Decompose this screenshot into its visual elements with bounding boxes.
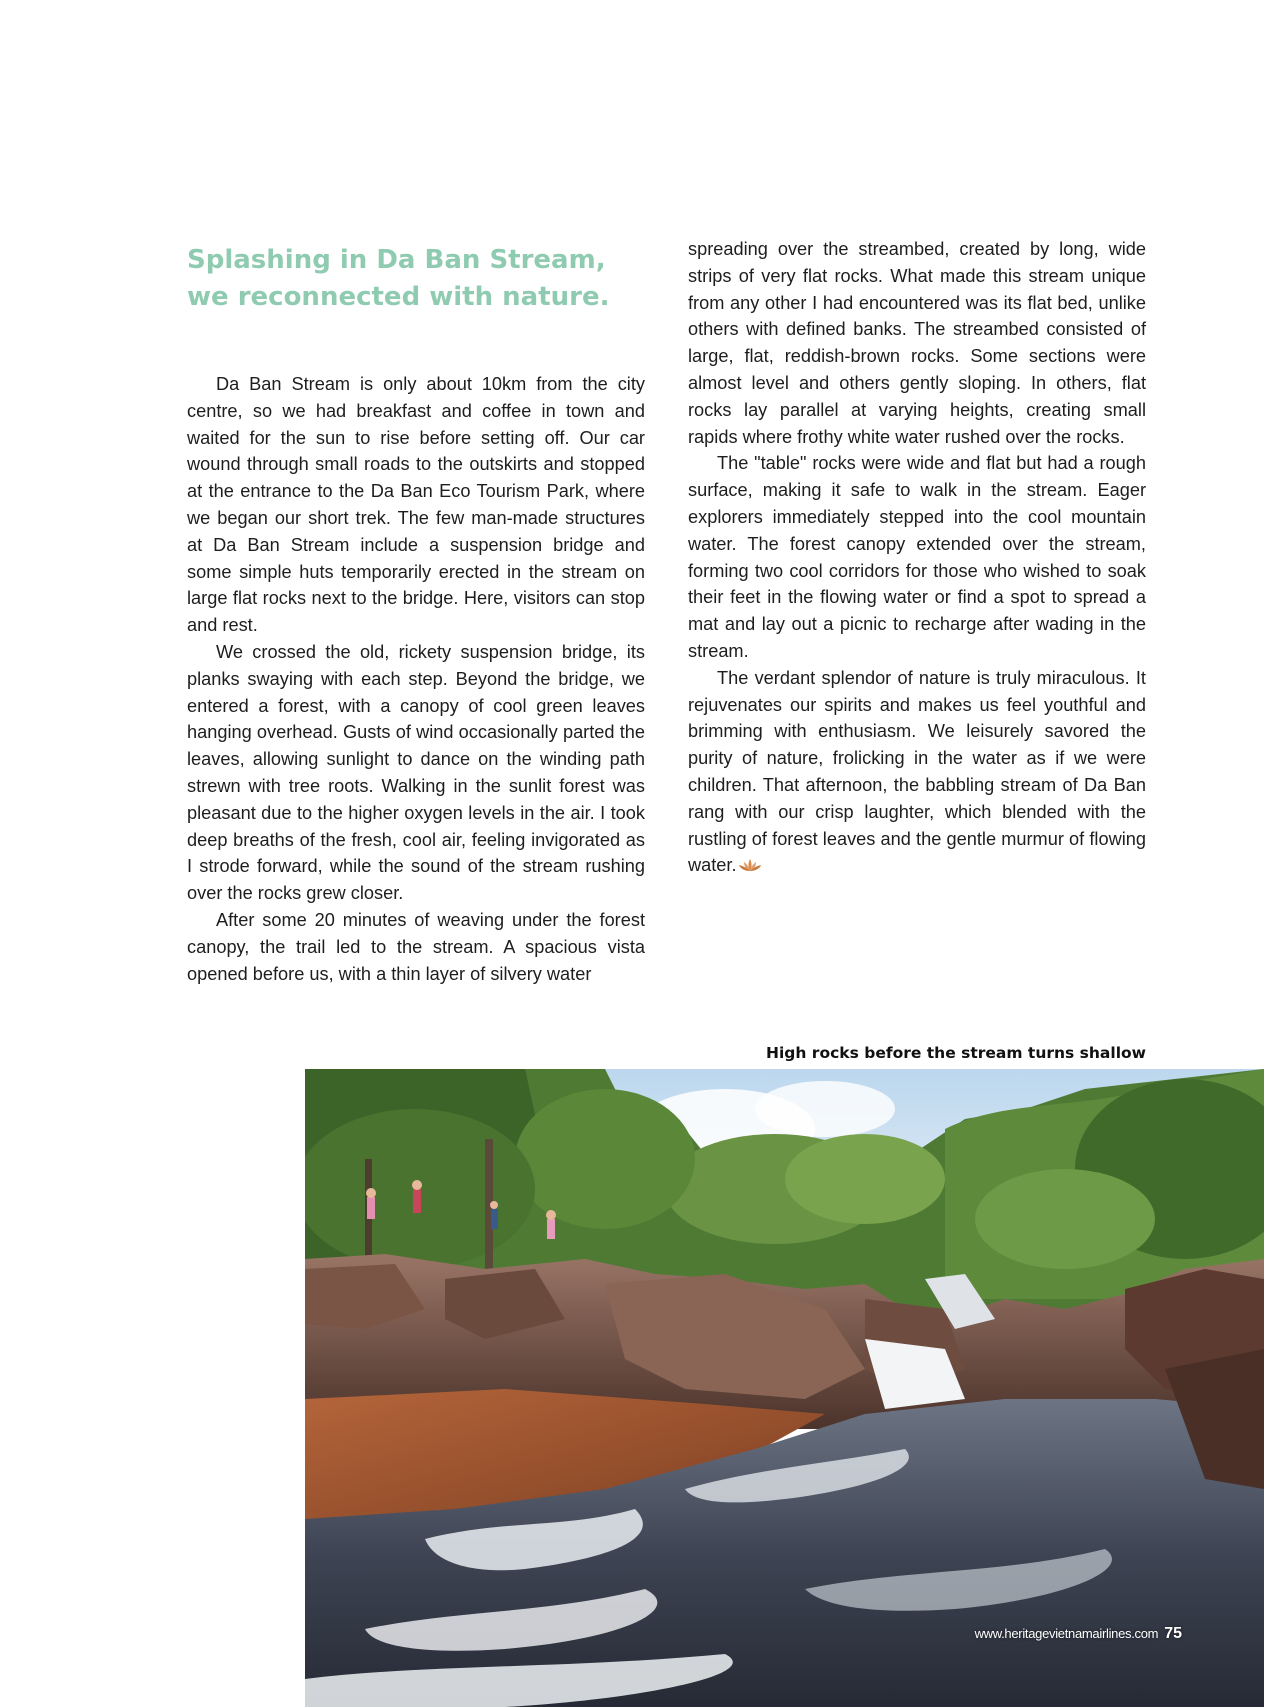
paragraph-final bbox=[688, 665, 1146, 879]
paragraph-final-text: The verdant splendor of nature is truly miraculous. It rejuvenates our spirits and makes us feel youthful and brimming with enthusiasm. We leisurely savored the purity of nature, frolicking in the water as if we were children. That afternoon, the babbling stream of Da Ban rang with our crisp laughter, which blended with the rustling of forest leaves and the gentle murmur of flowing water. bbox=[688, 667, 1146, 876]
paragraph: After some 20 minutes of weaving under the forest canopy, the trail led to the stream. A spacious vista opened before us, with a thin layer of silvery water bbox=[187, 909, 645, 984]
pull-quote bbox=[187, 242, 627, 316]
article-column-left bbox=[187, 371, 645, 987]
lotus-icon bbox=[738, 858, 762, 872]
pull-quote-line-2: we reconnected with nature. bbox=[187, 282, 610, 312]
footer-website: www.heritagevietnamairlines.com bbox=[974, 1626, 1159, 1641]
article-column-right bbox=[688, 236, 1146, 879]
stream-illustration bbox=[305, 1069, 1264, 1707]
stream-photo bbox=[305, 1069, 1264, 1707]
paragraph: Da Ban Stream is only about 10km from the city centre, so we had breakfast and coffee in town and waited for the sun to rise before setting off. Our car wound through small roads to the outskirts and stopped at the entrance to the Da Ban Eco Tourism Park, where we began our short trek. The few man-made structures at Da Ban Stream include a suspension bridge and some simple huts temporarily erected in the stream on large flat rocks next to the bridge. Here, visitors can stop and rest. bbox=[187, 374, 645, 636]
paragraph: The "table" rocks were wide and flat but had a rough surface, making it safe to walk in the stream. Eager explorers immediately stepped into the cool mountain water. The forest canopy extended over the stream, forming two cool corridors for those who wished to soak their feet in the flowing water or find a spot to spread a mat and lay out a picnic to recharge after wading in the stream. bbox=[688, 453, 1146, 661]
page-footer bbox=[975, 1625, 1182, 1643]
paragraph-continued: spreading over the streambed, created by long, wide strips of very flat rocks. What made this stream unique from any other I had encountered was its flat bed, unlike others with defined banks. The streambed consisted of large, flat, reddish-brown rocks. Some sections were almost level and others gently sloping. In others, flat rocks lay parallel at varying heights, creating small rapids where frothy white water rushed over the rocks. bbox=[688, 239, 1146, 447]
photo-caption: High rocks before the stream turns shallow bbox=[766, 1044, 1146, 1062]
paragraph: We crossed the old, rickety suspension bridge, its planks swaying with each step. Beyond the bridge, we entered a forest, with a canopy of cool green leaves hanging overhead. Gusts of wind occasionally parted the leaves, allowing sunlight to dance on the winding path strewn with tree roots. Walking in the sunlit forest was pleasant due to the higher oxygen levels in the air. I took deep breaths of the fresh, cool air, feeling invigorated as I strode forward, while the sound of the stream rushing over the rocks grew closer. bbox=[187, 641, 645, 904]
pull-quote-line-1: Splashing in Da Ban Stream, bbox=[187, 245, 606, 275]
page-number: 75 bbox=[1164, 1625, 1182, 1642]
